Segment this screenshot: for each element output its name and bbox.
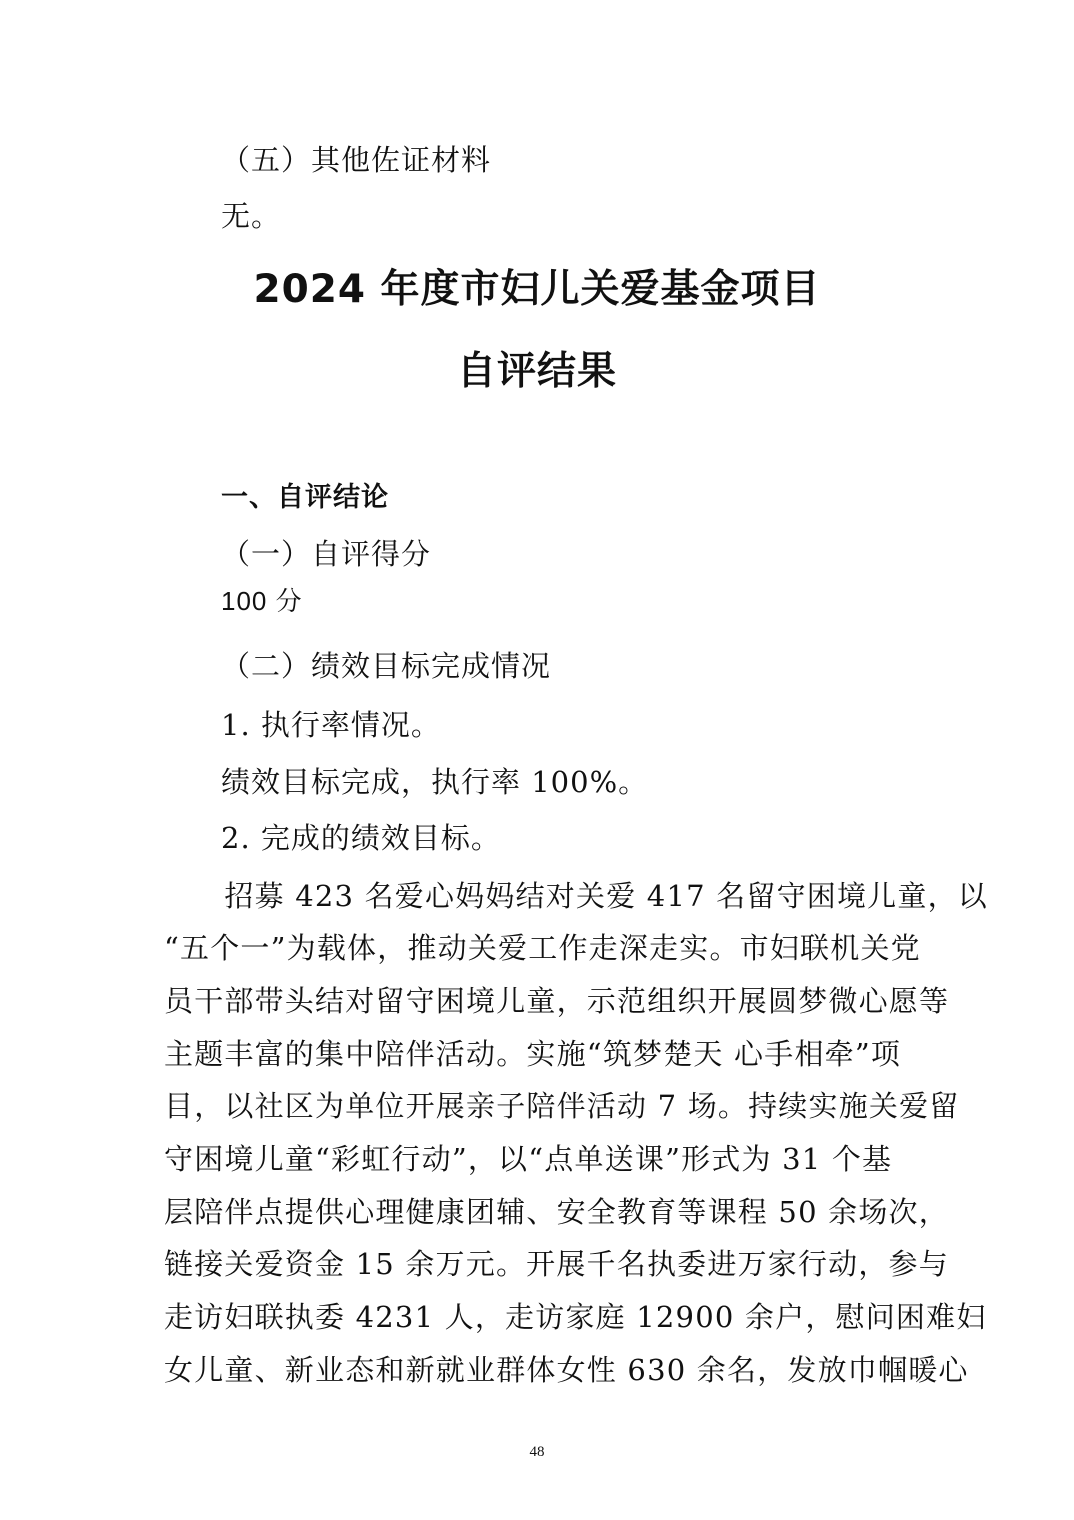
- goal-heading: （二）绩效目标完成情况: [221, 649, 552, 683]
- body-line: 链接关爱资金 15 余万元。开展千名执委进万家行动，参与: [164, 1247, 949, 1281]
- conclusion-heading: 一、自评结论: [221, 482, 389, 513]
- completed-goals-title: 2. 完成的绩效目标。: [221, 821, 501, 855]
- section-five-text: 无。: [221, 199, 282, 233]
- section-five-heading: （五）其他佐证材料: [221, 143, 492, 177]
- body-line: 主题丰富的集中陪伴活动。实施“筑梦楚天 心手相牵”项: [164, 1037, 902, 1071]
- body-line: “五个一”为载体，推动关爱工作走深走实。市妇联机关党: [164, 931, 921, 965]
- body-line: 招募 423 名爱心妈妈结对关爱 417 名留守困境儿童，以: [164, 879, 988, 913]
- body-line: 走访妇联执委 4231 人，走访家庭 12900 余户，慰问困难妇: [164, 1300, 987, 1334]
- execution-rate-title: 1. 执行率情况。: [221, 708, 441, 742]
- body-line: 员干部带头结对留守困境儿童，示范组织开展圆梦微心愿等: [164, 984, 950, 1018]
- score-value: 100 分: [221, 586, 303, 616]
- document-title-line-1: 2024 年度市妇儿关爱基金项目: [253, 267, 821, 312]
- document-title-line-2: 自评结果: [456, 349, 617, 394]
- body-line: 层陪伴点提供心理健康团辅、安全教育等课程 50 余场次，: [164, 1195, 949, 1229]
- body-line: 目，以社区为单位开展亲子陪伴活动 7 场。持续实施关爱留: [164, 1089, 960, 1123]
- body-line: 女儿童、新业态和新就业群体女性 630 余名，发放巾帼暖心: [164, 1353, 969, 1387]
- page-number: 48: [529, 1444, 545, 1460]
- score-heading: （一）自评得分: [221, 537, 432, 571]
- execution-rate-text: 绩效目标完成，执行率 100%。: [221, 765, 649, 799]
- body-line: 守困境儿童“彩虹行动”，以“点单送课”形式为 31 个基: [164, 1142, 893, 1176]
